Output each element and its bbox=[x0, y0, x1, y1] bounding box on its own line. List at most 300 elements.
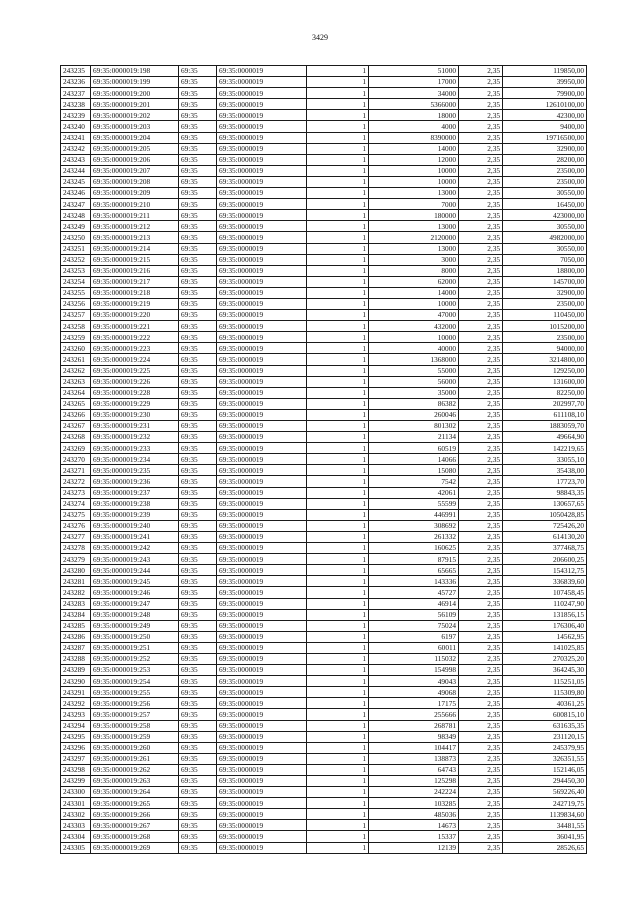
cadastral-value-cell: 14562,95 bbox=[503, 631, 587, 642]
table-row bbox=[61, 720, 587, 731]
cadastral-value-cell: 600815,10 bbox=[503, 709, 587, 720]
cadastral-number-cell: 69:35:0000019:249 bbox=[91, 620, 179, 631]
region-code-cell: 69:35 bbox=[179, 199, 217, 210]
cadastral-number-cell: 69:35:0000019:245 bbox=[91, 576, 179, 587]
cadastral-quarter-cell: 69:35:0000019 bbox=[217, 576, 307, 587]
row-number-cell: 243252 bbox=[61, 254, 91, 265]
table-row bbox=[61, 132, 587, 143]
cadastral-quarter-cell: 69:35:0000019 bbox=[217, 421, 307, 432]
table-row bbox=[61, 531, 587, 542]
cadastral-value-cell: 242719,75 bbox=[503, 798, 587, 809]
cadastral-number-cell: 69:35:0000019:215 bbox=[91, 254, 179, 265]
count-cell: 1 bbox=[307, 376, 369, 387]
area-cell: 485036 bbox=[369, 809, 459, 820]
row-number-cell: 243280 bbox=[61, 565, 91, 576]
table-row bbox=[61, 321, 587, 332]
region-code-cell: 69:35 bbox=[179, 232, 217, 243]
cadastral-quarter-cell: 69:35:0000019 bbox=[217, 77, 307, 88]
rate-cell: 2,35 bbox=[459, 221, 503, 232]
row-number-cell: 243262 bbox=[61, 365, 91, 376]
cadastral-value-cell: 725426,20 bbox=[503, 520, 587, 531]
count-cell: 1 bbox=[307, 776, 369, 787]
row-number-cell: 243241 bbox=[61, 132, 91, 143]
area-cell: 125298 bbox=[369, 776, 459, 787]
count-cell: 1 bbox=[307, 820, 369, 831]
cadastral-value-cell: 141025,85 bbox=[503, 642, 587, 653]
cadastral-value-cell: 1883059,70 bbox=[503, 421, 587, 432]
cadastral-value-cell: 30550,00 bbox=[503, 188, 587, 199]
cadastral-quarter-cell: 69:35:0000019 bbox=[217, 199, 307, 210]
region-code-cell: 69:35 bbox=[179, 110, 217, 121]
cadastral-quarter-cell: 69:35:0000019 bbox=[217, 243, 307, 254]
cadastral-quarter-cell: 69:35:0000019 bbox=[217, 653, 307, 664]
area-cell: 62000 bbox=[369, 276, 459, 287]
count-cell: 1 bbox=[307, 842, 369, 853]
row-number-cell: 243288 bbox=[61, 653, 91, 664]
cadastral-number-cell: 69:35:0000019:233 bbox=[91, 443, 179, 454]
cadastral-number-cell: 69:35:0000019:224 bbox=[91, 354, 179, 365]
row-number-cell: 243261 bbox=[61, 354, 91, 365]
rate-cell: 2,35 bbox=[459, 310, 503, 321]
table-row bbox=[61, 831, 587, 842]
row-number-cell: 243287 bbox=[61, 642, 91, 653]
cadastral-number-cell: 69:35:0000019:212 bbox=[91, 221, 179, 232]
cadastral-number-cell: 69:35:0000019:218 bbox=[91, 287, 179, 298]
cadastral-value-cell: 28526,65 bbox=[503, 842, 587, 853]
cadastral-number-cell: 69:35:0000019:263 bbox=[91, 776, 179, 787]
cadastral-number-cell: 69:35:0000019:211 bbox=[91, 210, 179, 221]
cadastral-number-cell: 69:35:0000019:251 bbox=[91, 642, 179, 653]
cadastral-quarter-cell: 69:35:0000019 bbox=[217, 520, 307, 531]
rate-cell: 2,35 bbox=[459, 609, 503, 620]
row-number-cell: 243271 bbox=[61, 465, 91, 476]
cadastral-value-cell: 82250,00 bbox=[503, 387, 587, 398]
region-code-cell: 69:35 bbox=[179, 365, 217, 376]
cadastral-value-cell: 23500,00 bbox=[503, 298, 587, 309]
table-row bbox=[61, 787, 587, 798]
area-cell: 10000 bbox=[369, 165, 459, 176]
table-row bbox=[61, 465, 587, 476]
table-row bbox=[61, 565, 587, 576]
count-cell: 1 bbox=[307, 421, 369, 432]
table-row bbox=[61, 665, 587, 676]
region-code-cell: 69:35 bbox=[179, 121, 217, 132]
row-number-cell: 243277 bbox=[61, 531, 91, 542]
count-cell: 1 bbox=[307, 531, 369, 542]
cadastral-number-cell: 69:35:0000019:225 bbox=[91, 365, 179, 376]
table-row bbox=[61, 199, 587, 210]
cadastral-number-cell: 69:35:0000019:269 bbox=[91, 842, 179, 853]
area-cell: 13000 bbox=[369, 243, 459, 254]
table-row bbox=[61, 609, 587, 620]
region-code-cell: 69:35 bbox=[179, 620, 217, 631]
row-number-cell: 243270 bbox=[61, 454, 91, 465]
table-row bbox=[61, 587, 587, 598]
cadastral-number-cell: 69:35:0000019:258 bbox=[91, 720, 179, 731]
cadastral-quarter-cell: 69:35:0000019 bbox=[217, 687, 307, 698]
cadastral-quarter-cell: 69:35:0000019 bbox=[217, 88, 307, 99]
area-cell: 55000 bbox=[369, 365, 459, 376]
cadastral-quarter-cell: 69:35:0000019 bbox=[217, 276, 307, 287]
region-code-cell: 69:35 bbox=[179, 265, 217, 276]
cadastral-number-cell: 69:35:0000019:214 bbox=[91, 243, 179, 254]
rate-cell: 2,35 bbox=[459, 432, 503, 443]
region-code-cell: 69:35 bbox=[179, 742, 217, 753]
rate-cell: 2,35 bbox=[459, 543, 503, 554]
rate-cell: 2,35 bbox=[459, 243, 503, 254]
cadastral-quarter-cell: 69:35:0000019 bbox=[217, 764, 307, 775]
table-row bbox=[61, 421, 587, 432]
cadastral-number-cell: 69:35:0000019:234 bbox=[91, 454, 179, 465]
area-cell: 49043 bbox=[369, 676, 459, 687]
region-code-cell: 69:35 bbox=[179, 598, 217, 609]
count-cell: 1 bbox=[307, 310, 369, 321]
table-row bbox=[61, 77, 587, 88]
cadastral-value-cell: 32900,00 bbox=[503, 143, 587, 154]
cadastral-number-cell: 69:35:0000019:206 bbox=[91, 154, 179, 165]
area-cell: 56000 bbox=[369, 376, 459, 387]
rate-cell: 2,35 bbox=[459, 676, 503, 687]
table-row bbox=[61, 476, 587, 487]
table-row bbox=[61, 576, 587, 587]
row-number-cell: 243283 bbox=[61, 598, 91, 609]
cadastral-value-cell: 40361,25 bbox=[503, 698, 587, 709]
region-code-cell: 69:35 bbox=[179, 254, 217, 265]
table-row bbox=[61, 276, 587, 287]
area-cell: 10000 bbox=[369, 176, 459, 187]
cadastral-number-cell: 69:35:0000019:229 bbox=[91, 398, 179, 409]
cadastral-value-cell: 35438,00 bbox=[503, 465, 587, 476]
area-cell: 51000 bbox=[369, 66, 459, 77]
row-number-cell: 243299 bbox=[61, 776, 91, 787]
row-number-cell: 243279 bbox=[61, 554, 91, 565]
count-cell: 1 bbox=[307, 165, 369, 176]
area-cell: 242224 bbox=[369, 787, 459, 798]
count-cell: 1 bbox=[307, 454, 369, 465]
region-code-cell: 69:35 bbox=[179, 154, 217, 165]
table-row bbox=[61, 620, 587, 631]
cadastral-value-cell: 1015200,00 bbox=[503, 321, 587, 332]
region-code-cell: 69:35 bbox=[179, 287, 217, 298]
rate-cell: 2,35 bbox=[459, 132, 503, 143]
cadastral-number-cell: 69:35:0000019:221 bbox=[91, 321, 179, 332]
area-cell: 15080 bbox=[369, 465, 459, 476]
rate-cell: 2,35 bbox=[459, 143, 503, 154]
row-number-cell: 243243 bbox=[61, 154, 91, 165]
cadastral-value-cell: 145700,00 bbox=[503, 276, 587, 287]
cadastral-value-cell: 94000,00 bbox=[503, 343, 587, 354]
cadastral-number-cell: 69:35:0000019:219 bbox=[91, 298, 179, 309]
cadastral-value-cell: 614130,20 bbox=[503, 531, 587, 542]
row-number-cell: 243249 bbox=[61, 221, 91, 232]
cadastral-quarter-cell: 69:35:0000019 bbox=[217, 498, 307, 509]
area-cell: 42061 bbox=[369, 487, 459, 498]
count-cell: 1 bbox=[307, 787, 369, 798]
cadastral-number-cell: 69:35:0000019:241 bbox=[91, 531, 179, 542]
table-row bbox=[61, 88, 587, 99]
area-cell: 8390000 bbox=[369, 132, 459, 143]
region-code-cell: 69:35 bbox=[179, 809, 217, 820]
area-cell: 160625 bbox=[369, 543, 459, 554]
region-code-cell: 69:35 bbox=[179, 298, 217, 309]
cadastral-number-cell: 69:35:0000019:201 bbox=[91, 99, 179, 110]
cadastral-number-cell: 69:35:0000019:216 bbox=[91, 265, 179, 276]
table-row bbox=[61, 221, 587, 232]
cadastral-quarter-cell: 69:35:0000019 bbox=[217, 210, 307, 221]
row-number-cell: 243303 bbox=[61, 820, 91, 831]
row-number-cell: 243301 bbox=[61, 798, 91, 809]
cadastral-quarter-cell: 69:35:0000019 bbox=[217, 731, 307, 742]
count-cell: 1 bbox=[307, 243, 369, 254]
count-cell: 1 bbox=[307, 432, 369, 443]
count-cell: 1 bbox=[307, 265, 369, 276]
cadastral-number-cell: 69:35:0000019:199 bbox=[91, 77, 179, 88]
count-cell: 1 bbox=[307, 199, 369, 210]
count-cell: 1 bbox=[307, 498, 369, 509]
table-row bbox=[61, 731, 587, 742]
row-number-cell: 243236 bbox=[61, 77, 91, 88]
area-cell: 3000 bbox=[369, 254, 459, 265]
cadastral-number-cell: 69:35:0000019:255 bbox=[91, 687, 179, 698]
region-code-cell: 69:35 bbox=[179, 609, 217, 620]
count-cell: 1 bbox=[307, 154, 369, 165]
table-row bbox=[61, 798, 587, 809]
row-number-cell: 243274 bbox=[61, 498, 91, 509]
row-number-cell: 243240 bbox=[61, 121, 91, 132]
cadastral-quarter-cell: 69:35:0000019 bbox=[217, 720, 307, 731]
cadastral-value-cell: 110450,00 bbox=[503, 310, 587, 321]
region-code-cell: 69:35 bbox=[179, 720, 217, 731]
cadastral-number-cell: 69:35:0000019:200 bbox=[91, 88, 179, 99]
cadastral-quarter-cell: 69:35:0000019 bbox=[217, 587, 307, 598]
count-cell: 1 bbox=[307, 232, 369, 243]
cadastral-value-cell: 231120,15 bbox=[503, 731, 587, 742]
region-code-cell: 69:35 bbox=[179, 520, 217, 531]
cadastral-value-cell: 364245,30 bbox=[503, 665, 587, 676]
table-row bbox=[61, 809, 587, 820]
area-cell: 115032 bbox=[369, 653, 459, 664]
region-code-cell: 69:35 bbox=[179, 498, 217, 509]
cadastral-quarter-cell: 69:35:0000019 bbox=[217, 332, 307, 343]
table-row bbox=[61, 188, 587, 199]
rate-cell: 2,35 bbox=[459, 121, 503, 132]
rate-cell: 2,35 bbox=[459, 387, 503, 398]
cadastral-value-cell: 16450,00 bbox=[503, 199, 587, 210]
cadastral-number-cell: 69:35:0000019:208 bbox=[91, 176, 179, 187]
rate-cell: 2,35 bbox=[459, 531, 503, 542]
count-cell: 1 bbox=[307, 609, 369, 620]
rate-cell: 2,35 bbox=[459, 709, 503, 720]
cadastral-value-cell: 79900,00 bbox=[503, 88, 587, 99]
table-row bbox=[61, 254, 587, 265]
rate-cell: 2,35 bbox=[459, 421, 503, 432]
cadastral-value-cell: 130657,65 bbox=[503, 498, 587, 509]
cadastral-number-cell: 69:35:0000019:207 bbox=[91, 165, 179, 176]
rate-cell: 2,35 bbox=[459, 631, 503, 642]
cadastral-quarter-cell: 69:35:0000019 bbox=[217, 254, 307, 265]
area-cell: 13000 bbox=[369, 188, 459, 199]
rate-cell: 2,35 bbox=[459, 254, 503, 265]
count-cell: 1 bbox=[307, 764, 369, 775]
table-row bbox=[61, 287, 587, 298]
cadastral-value-cell: 3214800,00 bbox=[503, 354, 587, 365]
row-number-cell: 243282 bbox=[61, 587, 91, 598]
area-cell: 138873 bbox=[369, 753, 459, 764]
row-number-cell: 243289 bbox=[61, 665, 91, 676]
area-cell: 87915 bbox=[369, 554, 459, 565]
region-code-cell: 69:35 bbox=[179, 476, 217, 487]
row-number-cell: 243269 bbox=[61, 443, 91, 454]
cadastral-value-cell: 110247,90 bbox=[503, 598, 587, 609]
region-code-cell: 69:35 bbox=[179, 642, 217, 653]
cadastral-value-cell: 1139834,60 bbox=[503, 809, 587, 820]
cadastral-number-cell: 69:35:0000019:266 bbox=[91, 809, 179, 820]
region-code-cell: 69:35 bbox=[179, 343, 217, 354]
count-cell: 1 bbox=[307, 520, 369, 531]
cadastral-quarter-cell: 69:35:0000019 bbox=[217, 642, 307, 653]
cadastral-number-cell: 69:35:0000019:244 bbox=[91, 565, 179, 576]
cadastral-quarter-cell: 69:35:0000019 bbox=[217, 787, 307, 798]
cadastral-number-cell: 69:35:0000019:267 bbox=[91, 820, 179, 831]
cadastral-quarter-cell: 69:35:0000019 bbox=[217, 165, 307, 176]
row-number-cell: 243286 bbox=[61, 631, 91, 642]
rate-cell: 2,35 bbox=[459, 232, 503, 243]
cadastral-value-cell: 294450,30 bbox=[503, 776, 587, 787]
cadastral-number-cell: 69:35:0000019:248 bbox=[91, 609, 179, 620]
cadastral-value-cell: 39950,00 bbox=[503, 77, 587, 88]
rate-cell: 2,35 bbox=[459, 842, 503, 853]
cadastral-number-cell: 69:35:0000019:260 bbox=[91, 742, 179, 753]
table-row bbox=[61, 543, 587, 554]
cadastral-quarter-cell: 69:35:0000019 bbox=[217, 809, 307, 820]
rate-cell: 2,35 bbox=[459, 287, 503, 298]
cadastral-quarter-cell: 69:35:0000019 bbox=[217, 531, 307, 542]
area-cell: 15337 bbox=[369, 831, 459, 842]
row-number-cell: 243300 bbox=[61, 787, 91, 798]
row-number-cell: 243291 bbox=[61, 687, 91, 698]
row-number-cell: 243247 bbox=[61, 199, 91, 210]
cadastral-quarter-cell: 69:35:0000019 bbox=[217, 698, 307, 709]
count-cell: 1 bbox=[307, 365, 369, 376]
cadastral-quarter-cell: 69:35:0000019 bbox=[217, 831, 307, 842]
region-code-cell: 69:35 bbox=[179, 210, 217, 221]
row-number-cell: 243272 bbox=[61, 476, 91, 487]
cadastral-quarter-cell: 69:35:0000019 bbox=[217, 609, 307, 620]
cadastral-quarter-cell: 69:35:0000019 bbox=[217, 354, 307, 365]
rate-cell: 2,35 bbox=[459, 776, 503, 787]
area-cell: 35000 bbox=[369, 387, 459, 398]
rate-cell: 2,35 bbox=[459, 731, 503, 742]
count-cell: 1 bbox=[307, 543, 369, 554]
row-number-cell: 243294 bbox=[61, 720, 91, 731]
area-cell: 260046 bbox=[369, 409, 459, 420]
region-code-cell: 69:35 bbox=[179, 798, 217, 809]
cadastral-quarter-cell: 69:35:0000019 bbox=[217, 454, 307, 465]
table-row bbox=[61, 642, 587, 653]
cadastral-number-cell: 69:35:0000019:209 bbox=[91, 188, 179, 199]
area-cell: 60519 bbox=[369, 443, 459, 454]
row-number-cell: 243297 bbox=[61, 753, 91, 764]
table-row bbox=[61, 354, 587, 365]
cadastral-value-cell: 17723,70 bbox=[503, 476, 587, 487]
cadastral-value-cell: 142219,65 bbox=[503, 443, 587, 454]
row-number-cell: 243255 bbox=[61, 287, 91, 298]
region-code-cell: 69:35 bbox=[179, 665, 217, 676]
area-cell: 143336 bbox=[369, 576, 459, 587]
cadastral-quarter-cell: 69:35:0000019 bbox=[217, 110, 307, 121]
region-code-cell: 69:35 bbox=[179, 487, 217, 498]
rate-cell: 2,35 bbox=[459, 298, 503, 309]
row-number-cell: 243285 bbox=[61, 620, 91, 631]
count-cell: 1 bbox=[307, 642, 369, 653]
rate-cell: 2,35 bbox=[459, 653, 503, 664]
row-number-cell: 243302 bbox=[61, 809, 91, 820]
row-number-cell: 243237 bbox=[61, 88, 91, 99]
region-code-cell: 69:35 bbox=[179, 143, 217, 154]
count-cell: 1 bbox=[307, 476, 369, 487]
rate-cell: 2,35 bbox=[459, 188, 503, 199]
cadastral-number-cell: 69:35:0000019:240 bbox=[91, 520, 179, 531]
table-row bbox=[61, 498, 587, 509]
count-cell: 1 bbox=[307, 132, 369, 143]
rate-cell: 2,35 bbox=[459, 66, 503, 77]
table-row bbox=[61, 176, 587, 187]
rate-cell: 2,35 bbox=[459, 110, 503, 121]
region-code-cell: 69:35 bbox=[179, 99, 217, 110]
region-code-cell: 69:35 bbox=[179, 243, 217, 254]
rate-cell: 2,35 bbox=[459, 176, 503, 187]
cadastral-quarter-cell: 69:35:0000019 bbox=[217, 665, 307, 676]
cadastral-value-cell: 115251,05 bbox=[503, 676, 587, 687]
table-row bbox=[61, 653, 587, 664]
table-row bbox=[61, 764, 587, 775]
cadastral-quarter-cell: 69:35:0000019 bbox=[217, 321, 307, 332]
area-cell: 60011 bbox=[369, 642, 459, 653]
cadastral-quarter-cell: 69:35:0000019 bbox=[217, 409, 307, 420]
count-cell: 1 bbox=[307, 398, 369, 409]
rate-cell: 2,35 bbox=[459, 565, 503, 576]
cadastral-number-cell: 69:35:0000019:223 bbox=[91, 343, 179, 354]
rate-cell: 2,35 bbox=[459, 409, 503, 420]
cadastral-quarter-cell: 69:35:0000019 bbox=[217, 432, 307, 443]
row-number-cell: 243242 bbox=[61, 143, 91, 154]
count-cell: 1 bbox=[307, 631, 369, 642]
cadastral-value-cell: 4982000,00 bbox=[503, 232, 587, 243]
rate-cell: 2,35 bbox=[459, 742, 503, 753]
cadastral-value-cell: 1050428,85 bbox=[503, 509, 587, 520]
table-row bbox=[61, 742, 587, 753]
cadastral-value-cell: 423000,00 bbox=[503, 210, 587, 221]
table-row bbox=[61, 232, 587, 243]
cadastral-quarter-cell: 69:35:0000019 bbox=[217, 543, 307, 554]
cadastral-value-cell: 98843,35 bbox=[503, 487, 587, 498]
cadastral-quarter-cell: 69:35:0000019 bbox=[217, 487, 307, 498]
area-cell: 46914 bbox=[369, 598, 459, 609]
cadastral-value-cell: 23500,00 bbox=[503, 176, 587, 187]
cadastral-quarter-cell: 69:35:0000019 bbox=[217, 554, 307, 565]
count-cell: 1 bbox=[307, 665, 369, 676]
region-code-cell: 69:35 bbox=[179, 421, 217, 432]
table-row bbox=[61, 820, 587, 831]
rate-cell: 2,35 bbox=[459, 88, 503, 99]
cadastral-value-cell: 176306,40 bbox=[503, 620, 587, 631]
cadastral-value-cell: 18800,00 bbox=[503, 265, 587, 276]
row-number-cell: 243238 bbox=[61, 99, 91, 110]
rate-cell: 2,35 bbox=[459, 587, 503, 598]
cadastral-value-cell: 245379,95 bbox=[503, 742, 587, 753]
table-row bbox=[61, 509, 587, 520]
cadastral-value-cell: 49664,90 bbox=[503, 432, 587, 443]
